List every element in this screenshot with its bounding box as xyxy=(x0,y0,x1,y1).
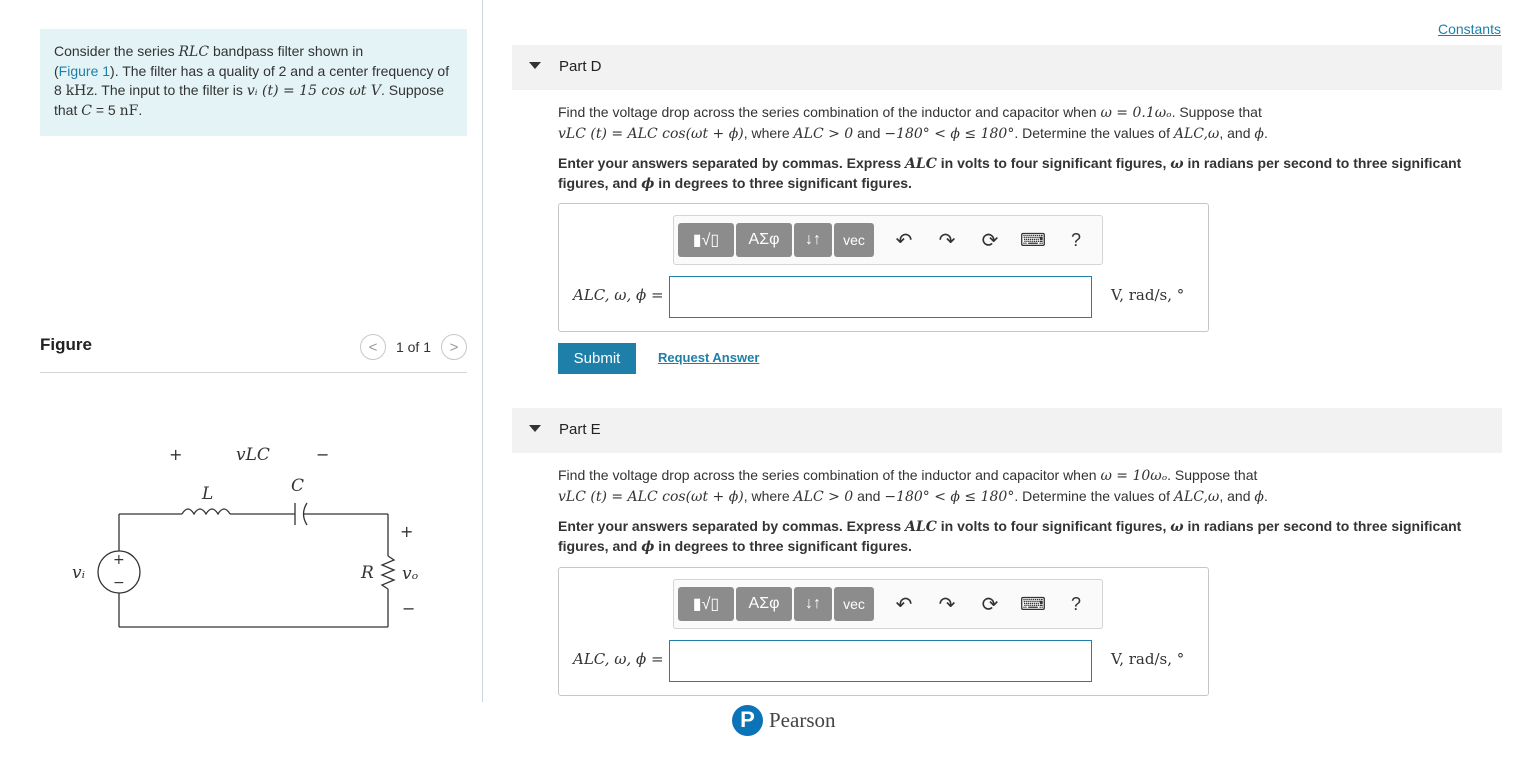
intro-text: Consider the series xyxy=(54,43,179,59)
greek-label: ΑΣφ xyxy=(748,595,780,612)
instr-text: in radians per second to three significant figures, and xyxy=(558,518,1462,554)
math-toolbar xyxy=(673,215,1103,265)
question-text: Find the voltage drop across the series combination of the inductor and capacitor when xyxy=(558,467,1101,483)
templates-button[interactable] xyxy=(678,587,734,621)
question-text: . Determine the values of xyxy=(1014,125,1174,141)
question-text: , and xyxy=(1219,125,1255,141)
part-d-title: Part D xyxy=(559,58,602,75)
prev-figure-button[interactable] xyxy=(360,334,386,360)
question-text: . xyxy=(1263,125,1268,141)
math-omega: ω xyxy=(1170,156,1184,172)
math-range: −180° < ϕ ≤ 180° xyxy=(884,126,1015,142)
pearson-wordmark: Pearson xyxy=(769,707,836,732)
instr-text: Enter your answers separated by commas. Express xyxy=(558,518,906,534)
math-vlc: vLC (t) = ALC cos(ωt + ϕ) xyxy=(558,126,744,142)
label-plus-top: + xyxy=(169,445,183,464)
math-omega: ω = 10ωₒ xyxy=(1100,468,1168,484)
math-phi: ϕ xyxy=(641,539,655,555)
collapse-triangle-icon xyxy=(529,425,541,432)
label-vi: vᵢ xyxy=(72,563,86,583)
answer-units: V, rad/s, ° xyxy=(1111,650,1185,668)
label-r: R xyxy=(361,563,374,583)
math-c: C xyxy=(81,103,92,119)
answer-units: V, rad/s, ° xyxy=(1111,286,1185,304)
vec-label: vec xyxy=(843,596,865,612)
keyboard-icon[interactable]: ⌨ xyxy=(1020,593,1046,614)
intro-text: = 5 xyxy=(91,102,120,118)
subscript-superscript-button[interactable] xyxy=(794,223,832,257)
problem-intro: Consider the series RLC bandpass filter shown in (Figure 1). The filter has a quality of 2 and a center frequency of 8 kHz. The input to the filter is vᵢ (t) = 15 cos ωt V. Suppose that C = 5 nF. xyxy=(40,29,467,136)
greek-symbols-button[interactable] xyxy=(736,587,792,621)
math-alc: ALC xyxy=(905,156,937,172)
intro-text: . xyxy=(138,102,143,118)
figure-link[interactable]: Figure 1 xyxy=(58,63,111,79)
answer-label: ALC, ω, ϕ = xyxy=(573,286,664,304)
label-minus-right: − xyxy=(402,599,416,618)
question-text: , where xyxy=(743,488,794,504)
math-values: ALC,ω xyxy=(1173,489,1220,505)
arrows-updown-icon: ↓↑ xyxy=(805,595,821,612)
part-d-instructions xyxy=(558,154,1478,194)
question-text: . Suppose that xyxy=(1167,467,1258,483)
pearson-p-icon: P xyxy=(732,705,763,736)
reset-icon[interactable]: ⟳ xyxy=(981,593,999,616)
question-text: and xyxy=(853,488,885,504)
label-plus-right: + xyxy=(400,522,414,541)
subscript-superscript-button[interactable] xyxy=(794,587,832,621)
math-toolbar xyxy=(673,579,1103,629)
answer-input[interactable] xyxy=(669,276,1092,318)
part-d-question xyxy=(558,102,1478,144)
question-text: , where xyxy=(743,125,794,141)
figure-header xyxy=(40,334,467,373)
sqrt-template-icon: ▮√▯ xyxy=(692,232,720,249)
greek-symbols-button[interactable] xyxy=(736,223,792,257)
help-icon[interactable]: ? xyxy=(1070,593,1081,614)
instr-text: in volts to four significant figures, xyxy=(936,518,1171,534)
question-text: and xyxy=(853,125,885,141)
instr-text: in degrees to three significant figures. xyxy=(654,175,912,191)
label-minus-top: − xyxy=(316,445,330,464)
question-text: Find the voltage drop across the series combination of the inductor and capacitor when xyxy=(558,104,1101,120)
resistor-zigzag xyxy=(382,556,394,589)
math-condition: ALC > 0 xyxy=(793,489,854,505)
templates-button[interactable] xyxy=(678,223,734,257)
math-alc: ALC xyxy=(905,519,937,535)
math-range: −180° < ϕ ≤ 180° xyxy=(884,489,1015,505)
question-text: . Suppose that xyxy=(1171,104,1262,120)
instr-text: in volts to four significant figures, xyxy=(936,155,1171,171)
pane-divider[interactable] xyxy=(482,0,483,702)
undo-icon[interactable]: ↶ xyxy=(895,229,913,252)
part-e-title: Part E xyxy=(559,421,601,438)
instr-text: in degrees to three significant figures. xyxy=(654,538,912,554)
math-rlc: RLC xyxy=(178,44,210,60)
constants-link[interactable]: Constants xyxy=(1437,21,1501,37)
label-c: C xyxy=(291,476,305,496)
intro-text: . Suppose that xyxy=(54,82,445,118)
rlc-circuit-figure xyxy=(60,430,450,650)
math-khz: kHz xyxy=(65,83,94,99)
instr-text: in radians per second to three significant figures, and xyxy=(558,155,1462,191)
chevron-right-icon: > xyxy=(449,338,459,356)
question-text: , and xyxy=(1219,488,1255,504)
redo-icon[interactable]: ↷ xyxy=(938,593,956,616)
math-phi: ϕ xyxy=(1254,489,1264,505)
undo-icon[interactable]: ↶ xyxy=(895,593,913,616)
figure-title: Figure xyxy=(40,335,92,354)
source-minus: − xyxy=(113,575,125,591)
intro-text: . The input to the filter is xyxy=(93,82,247,98)
next-figure-button[interactable] xyxy=(441,334,467,360)
intro-text: ). The filter has a quality of 2 and a center frequency of 8 xyxy=(54,63,450,98)
part-d-header[interactable] xyxy=(512,45,1502,90)
math-values: ALC,ω xyxy=(1173,126,1220,142)
arrows-updown-icon: ↓↑ xyxy=(805,231,821,248)
question-text: . Determine the values of xyxy=(1014,488,1174,504)
pearson-logo xyxy=(732,703,836,737)
figure-pager xyxy=(360,334,467,360)
part-d-answer-box xyxy=(558,203,1209,332)
chevron-left-icon: < xyxy=(368,338,378,356)
part-e-instructions xyxy=(558,517,1478,557)
answer-label: ALC, ω, ϕ = xyxy=(573,650,664,668)
vector-button[interactable] xyxy=(834,223,874,257)
submit-button[interactable]: Submit xyxy=(558,343,636,374)
answer-input[interactable] xyxy=(669,640,1092,682)
request-answer-link[interactable]: Request Answer xyxy=(658,350,760,365)
keyboard-icon[interactable]: ⌨ xyxy=(1020,229,1046,250)
part-e-question xyxy=(558,465,1478,507)
help-icon[interactable]: ? xyxy=(1070,229,1081,250)
reset-icon[interactable]: ⟳ xyxy=(981,229,999,252)
instr-text: Enter your answers separated by commas. Express xyxy=(558,155,906,171)
math-condition: ALC > 0 xyxy=(793,126,854,142)
sqrt-template-icon: ▮√▯ xyxy=(692,596,720,613)
math-nf: nF xyxy=(119,103,139,119)
vector-button[interactable] xyxy=(834,587,874,621)
label-l: L xyxy=(202,484,214,504)
intro-text: bandpass filter shown in xyxy=(209,43,364,59)
inductor-coil xyxy=(182,509,230,514)
math-phi: ϕ xyxy=(641,176,655,192)
math-phi: ϕ xyxy=(1254,126,1264,142)
greek-label: ΑΣφ xyxy=(748,231,780,248)
collapse-triangle-icon xyxy=(529,62,541,69)
redo-icon[interactable]: ↷ xyxy=(938,229,956,252)
math-input-voltage: vᵢ (t) = 15 cos ωt V xyxy=(246,83,381,99)
vec-label: vec xyxy=(843,232,865,248)
label-vlc: vLC xyxy=(236,445,270,465)
source-plus: + xyxy=(113,552,125,568)
question-text: . xyxy=(1263,488,1268,504)
pager-text: 1 of 1 xyxy=(395,339,431,355)
label-vo: vₒ xyxy=(402,564,419,584)
math-omega: ω xyxy=(1170,519,1184,535)
math-omega: ω = 0.1ωₒ xyxy=(1100,105,1172,121)
part-e-answer-box xyxy=(558,567,1209,696)
part-e-header[interactable] xyxy=(512,408,1502,453)
math-vlc: vLC (t) = ALC cos(ωt + ϕ) xyxy=(558,489,744,505)
